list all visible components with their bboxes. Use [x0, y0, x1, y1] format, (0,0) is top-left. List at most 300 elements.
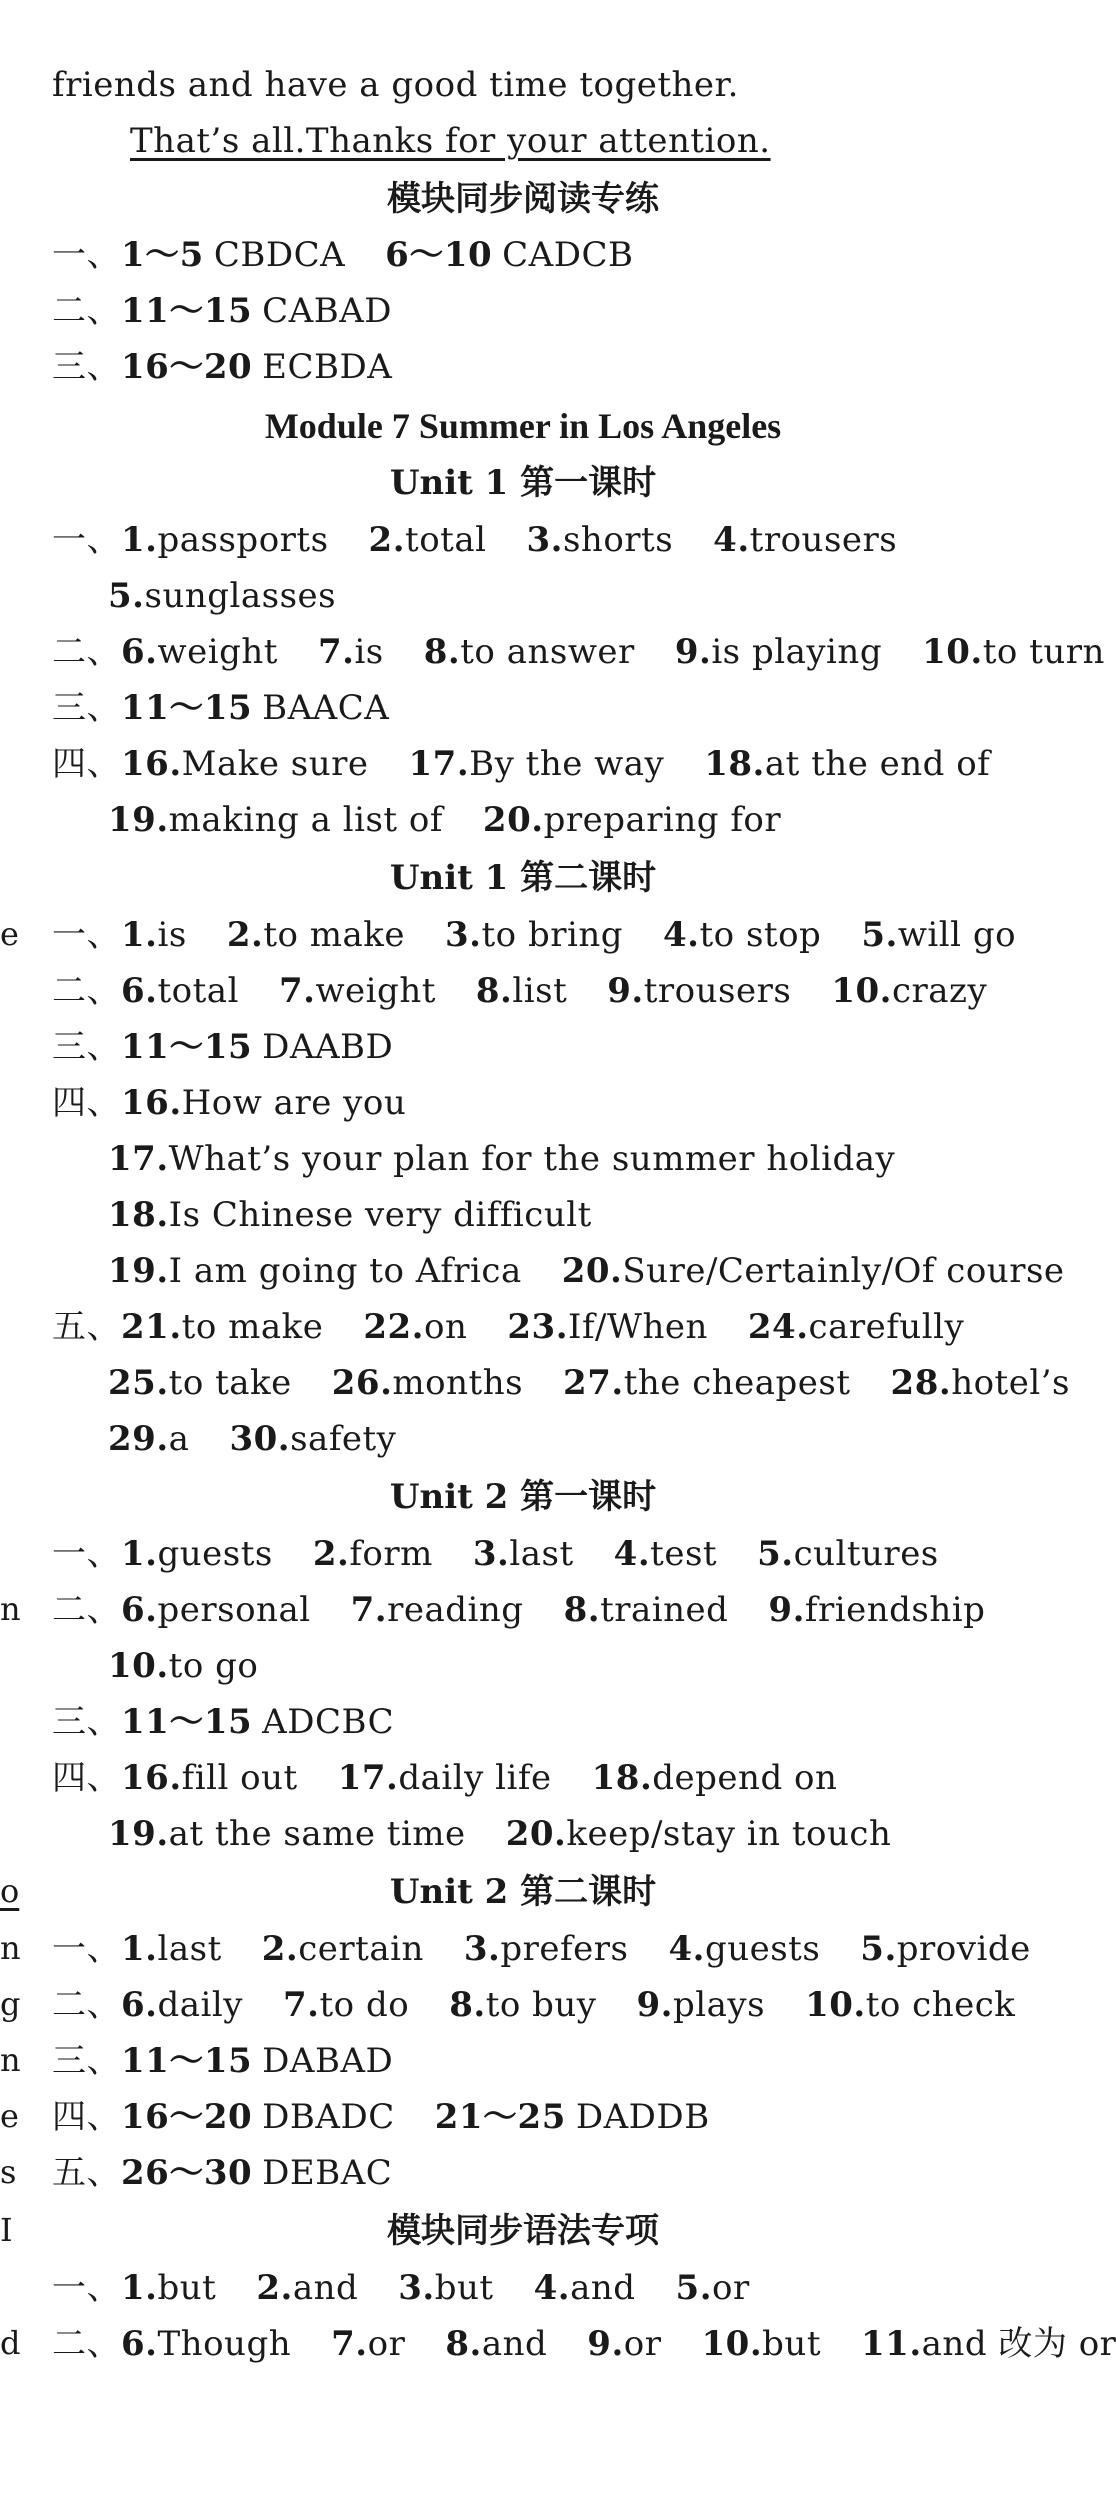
- question-number: 11～15: [121, 688, 253, 728]
- question-number: 10.: [831, 971, 892, 1011]
- answer-row: [52, 2268, 750, 2308]
- question-number: 26～30: [121, 2153, 253, 2193]
- answer-text: CABAD: [262, 291, 393, 331]
- question-number: 5.: [860, 1929, 897, 1969]
- margin-text-fragment: e: [0, 2097, 19, 2135]
- answer-item: [831, 971, 988, 1011]
- answer-text: Make sure: [181, 744, 369, 784]
- answer-item: [563, 1590, 729, 1630]
- question-number: 22.: [363, 1307, 424, 1347]
- answer-item: [890, 1363, 1070, 1403]
- question-number: 9.: [607, 971, 644, 1011]
- answer-item: [331, 1363, 524, 1403]
- answer-text: prefers: [500, 1929, 629, 1969]
- answer-item: [768, 1590, 986, 1630]
- answer-item: [121, 1027, 394, 1067]
- answer-item: [704, 744, 991, 784]
- question-group-label: 二、: [52, 2324, 121, 2364]
- answer-item: [663, 915, 822, 955]
- question-number: 23.: [507, 1307, 569, 1347]
- answer-text: DABAD: [262, 2041, 394, 2081]
- answer-row: [52, 1590, 986, 1630]
- answer-item: [121, 1307, 324, 1347]
- question-group-label: 二、: [52, 1985, 121, 2025]
- question-number: 11～15: [121, 291, 253, 331]
- question-number: 17.: [408, 744, 470, 784]
- answer-item: [747, 1307, 965, 1347]
- answer-item: [121, 1702, 395, 1742]
- question-number: 8.: [423, 632, 461, 672]
- question-number: 6～10: [385, 235, 493, 275]
- answer-item: [278, 971, 436, 1011]
- answer-text: and 改为 or: [921, 2324, 1116, 2364]
- answer-row: [108, 1814, 892, 1854]
- answer-item: [317, 632, 384, 672]
- answer-text: a: [168, 1419, 190, 1459]
- question-number: 1.: [121, 1929, 158, 1969]
- question-number: 2.: [312, 1534, 350, 1574]
- answer-text: ECBDA: [262, 347, 393, 387]
- answer-row: [108, 1363, 1070, 1403]
- answer-item: [674, 632, 883, 672]
- question-number: 4.: [663, 915, 700, 955]
- answer-text: passports: [157, 520, 329, 560]
- question-number: 3.: [463, 1929, 501, 1969]
- answer-text: total: [157, 971, 239, 1011]
- answer-text: but: [434, 2268, 494, 2308]
- answer-text: hotel’s: [951, 1363, 1070, 1403]
- question-number: 8.: [445, 2324, 482, 2364]
- answer-text: What’s your plan for the summer holiday: [168, 1139, 896, 1179]
- question-number: 1.: [121, 915, 158, 955]
- question-number: 30.: [229, 1419, 291, 1459]
- question-number: 29.: [108, 1419, 169, 1459]
- question-number: 11～15: [121, 1027, 253, 1067]
- answer-item: [507, 1307, 708, 1347]
- question-number: 10.: [108, 1646, 169, 1686]
- question-number: 7.: [317, 632, 355, 672]
- answer-text: to do: [319, 1985, 410, 2025]
- answer-item: [108, 1139, 896, 1179]
- answer-item: [463, 1929, 629, 1969]
- margin-text-fragment: g: [0, 1985, 21, 2023]
- answer-item: [398, 2268, 494, 2308]
- question-number: 18.: [591, 1758, 653, 1798]
- question-group-label: 三、: [52, 1702, 121, 1742]
- answer-text: BAACA: [262, 688, 390, 728]
- section-heading: Unit 1 第二课时: [389, 858, 657, 898]
- answer-text: list: [512, 971, 568, 1011]
- answer-row: [52, 1307, 965, 1347]
- answer-row: [108, 1139, 896, 1179]
- question-number: 8.: [475, 971, 513, 1011]
- answer-text: total: [405, 520, 487, 560]
- answer-row: [108, 576, 337, 616]
- question-number: 4.: [533, 2268, 571, 2308]
- answer-item: [713, 520, 898, 560]
- answer-item: [121, 291, 393, 331]
- answer-text: months: [392, 1363, 524, 1403]
- answer-text: at the same time: [168, 1814, 466, 1854]
- question-number: 10.: [922, 632, 983, 672]
- margin-text-fragment: n: [0, 1929, 21, 1967]
- answer-row: [52, 1929, 1031, 1969]
- answer-item: [591, 1758, 838, 1798]
- answer-row: [52, 915, 1017, 955]
- answer-text: carefully: [808, 1307, 965, 1347]
- answer-text: CADCB: [502, 235, 634, 275]
- question-number: 19.: [108, 800, 169, 840]
- answer-item: [445, 915, 624, 955]
- answer-text: ADCBC: [262, 1702, 395, 1742]
- section-heading: 模块同步语法专项: [387, 2211, 659, 2251]
- answer-text: How are you: [181, 1083, 407, 1123]
- answer-item: [121, 1758, 298, 1798]
- answer-text: Is Chinese very difficult: [168, 1195, 592, 1235]
- answer-item: [613, 1534, 718, 1574]
- answer-row: [52, 1702, 395, 1742]
- answer-text: last: [157, 1929, 222, 1969]
- question-group-label: 四、: [52, 2097, 121, 2137]
- question-group-label: 四、: [52, 744, 121, 784]
- answer-text: test: [650, 1534, 718, 1574]
- question-number: 19.: [108, 1814, 169, 1854]
- answer-item: [449, 1985, 597, 2025]
- question-number: 2.: [256, 2268, 293, 2308]
- answer-text: DBADC: [262, 2097, 395, 2137]
- section-heading: Unit 2 第一课时: [389, 1477, 657, 1517]
- answer-row: [52, 520, 898, 560]
- question-number: 21～25: [434, 2097, 566, 2137]
- answer-item: [108, 1251, 522, 1291]
- answer-item: [363, 1307, 468, 1347]
- answer-item: [121, 2041, 394, 2081]
- question-number: 1.: [121, 520, 158, 560]
- answer-item: [121, 235, 346, 275]
- answer-item: [368, 520, 487, 560]
- answer-row: [52, 1083, 407, 1123]
- question-number: 1.: [121, 2268, 158, 2308]
- question-number: 2.: [226, 915, 264, 955]
- answer-item: [312, 1534, 433, 1574]
- answer-row: [52, 291, 393, 331]
- answer-text: is: [354, 632, 384, 672]
- answer-text: I am going to Africa: [168, 1251, 522, 1291]
- answer-item: [108, 1814, 466, 1854]
- answer-text: trousers: [749, 520, 898, 560]
- answer-row: [52, 1985, 1016, 2025]
- answer-text: form: [349, 1534, 433, 1574]
- answer-item: [121, 915, 187, 955]
- section-heading: 模块同步阅读专练: [387, 179, 659, 219]
- answer-item: [434, 2097, 710, 2137]
- answer-item: [108, 576, 337, 616]
- answer-text: provide: [896, 1929, 1031, 1969]
- question-group-label: 一、: [52, 235, 121, 275]
- answer-row: [108, 1646, 259, 1686]
- answer-row: [108, 1251, 1065, 1291]
- question-number: 24.: [747, 1307, 809, 1347]
- question-number: 7.: [283, 1985, 320, 2025]
- question-number: 6.: [121, 632, 158, 672]
- answer-row: [52, 971, 988, 1011]
- answer-item: [226, 915, 406, 955]
- question-group-label: 一、: [52, 2268, 121, 2308]
- answer-text: but: [762, 2324, 821, 2364]
- question-number: 1.: [121, 1534, 158, 1574]
- answer-item: [121, 2268, 217, 2308]
- question-group-label: 三、: [52, 347, 121, 387]
- answer-item: [675, 2268, 750, 2308]
- answer-text: at the end of: [764, 744, 991, 784]
- answer-row: [52, 2041, 394, 2081]
- question-number: 3.: [398, 2268, 435, 2308]
- answer-text: making a list of: [168, 800, 443, 840]
- question-number: 28.: [890, 1363, 952, 1403]
- answer-item: [860, 1929, 1031, 1969]
- answer-text: and: [481, 2324, 548, 2364]
- answer-item: [445, 2324, 548, 2364]
- question-number: 5.: [757, 1534, 794, 1574]
- answer-text: Sure/Certainly/Of course: [622, 1251, 1065, 1291]
- answer-item: [861, 915, 1017, 955]
- question-number: 11～15: [121, 2041, 253, 2081]
- question-number: 20.: [505, 1814, 567, 1854]
- answer-text: to make: [181, 1307, 324, 1347]
- answer-item: [108, 1195, 592, 1235]
- question-number: 5.: [675, 2268, 713, 2308]
- question-group-label: 一、: [52, 1929, 121, 1969]
- answer-item: [121, 971, 239, 1011]
- answer-text: Though: [157, 2324, 292, 2364]
- answer-text: daily: [157, 1985, 243, 2025]
- question-number: 16.: [121, 1083, 182, 1123]
- question-number: 2.: [368, 520, 406, 560]
- answer-item: [526, 520, 674, 560]
- answer-row: [52, 632, 1105, 672]
- answer-item: [701, 2324, 821, 2364]
- question-number: 5.: [108, 576, 145, 616]
- answer-item: [108, 1363, 292, 1403]
- answer-text: DAABD: [262, 1027, 394, 1067]
- question-number: 11～15: [121, 1702, 253, 1742]
- answer-item: [668, 1929, 821, 1969]
- answer-text: If/When: [568, 1307, 708, 1347]
- answer-text: is playing: [711, 632, 883, 672]
- question-group-label: 三、: [52, 2041, 121, 2081]
- answer-text: and: [292, 2268, 359, 2308]
- answer-item: [350, 1590, 524, 1630]
- question-number: 18.: [704, 744, 765, 784]
- answer-text: to answer: [460, 632, 635, 672]
- section-heading: Module 7 Summer in Los Angeles: [264, 406, 782, 446]
- question-group-label: 五、: [52, 1307, 121, 1347]
- answer-text: last: [509, 1534, 574, 1574]
- question-number: 5.: [861, 915, 898, 955]
- answer-row: [52, 347, 393, 387]
- question-number: 7.: [350, 1590, 388, 1630]
- question-group-label: 三、: [52, 1027, 121, 1067]
- answer-text: to take: [168, 1363, 292, 1403]
- answer-text: cultures: [793, 1534, 939, 1574]
- answer-text: friendship: [804, 1590, 986, 1630]
- margin-text-fragment: s: [0, 2153, 17, 2191]
- question-number: 19.: [108, 1251, 169, 1291]
- question-number: 1～5: [121, 235, 204, 275]
- answer-text: DADDB: [575, 2097, 710, 2137]
- answer-text: preparing for: [543, 800, 782, 840]
- answer-item: [861, 2324, 1116, 2364]
- answer-item: [229, 1419, 397, 1459]
- question-number: 20.: [561, 1251, 623, 1291]
- question-number: 3.: [526, 520, 563, 560]
- answer-row: [108, 800, 782, 840]
- answer-item: [121, 2097, 395, 2137]
- answer-item: [475, 971, 568, 1011]
- question-number: 4.: [713, 520, 750, 560]
- answer-item: [533, 2268, 636, 2308]
- answer-row: [52, 1534, 939, 1574]
- question-number: 16.: [121, 744, 182, 784]
- answer-text: fill out: [181, 1758, 298, 1798]
- answer-text: guests: [704, 1929, 821, 1969]
- answer-text: sunglasses: [144, 576, 337, 616]
- answer-item: [121, 2153, 393, 2193]
- question-group-label: 五、: [52, 2153, 121, 2193]
- answer-text: on: [424, 1307, 468, 1347]
- answer-item: [331, 2324, 406, 2364]
- answer-row: [52, 2097, 710, 2137]
- answer-text: depend on: [652, 1758, 838, 1798]
- question-group-label: 一、: [52, 915, 121, 955]
- answer-item: [121, 1083, 407, 1123]
- answer-text: reading: [387, 1590, 524, 1630]
- answer-item: [423, 632, 635, 672]
- answer-row: [52, 2324, 1116, 2364]
- answer-text: shorts: [562, 520, 674, 560]
- answer-item: [121, 688, 390, 728]
- answer-text: or: [367, 2324, 406, 2364]
- margin-text-fragment: d: [0, 2324, 21, 2362]
- question-number: 18.: [108, 1195, 169, 1235]
- margin-text-fragment: n: [0, 2041, 21, 2079]
- answer-text: to check: [865, 1985, 1016, 2025]
- question-number: 9.: [674, 632, 712, 672]
- answer-row: [108, 1419, 397, 1459]
- answer-row: [52, 2153, 393, 2193]
- question-number: 26.: [331, 1363, 393, 1403]
- answer-item: [108, 800, 443, 840]
- answer-text: or: [623, 2324, 662, 2364]
- answer-item: [607, 971, 792, 1011]
- question-number: 6.: [121, 1590, 158, 1630]
- answer-text: to make: [263, 915, 406, 955]
- answer-item: [636, 1985, 766, 2025]
- question-group-label: 二、: [52, 291, 121, 331]
- answer-text: to stop: [699, 915, 822, 955]
- question-number: 9.: [768, 1590, 805, 1630]
- question-number: 6.: [121, 971, 158, 1011]
- text-line: friends and have a good time together.: [52, 65, 739, 105]
- answer-item: [121, 1534, 273, 1574]
- question-number: 25.: [108, 1363, 169, 1403]
- answer-item: [121, 744, 369, 784]
- question-number: 17.: [108, 1139, 169, 1179]
- question-number: 3.: [472, 1534, 510, 1574]
- answer-text: to turn: [982, 632, 1105, 672]
- answer-text: but: [157, 2268, 217, 2308]
- answer-item: [283, 1985, 410, 2025]
- answer-item: [108, 1646, 259, 1686]
- answer-text: to bring: [481, 915, 624, 955]
- question-number: 10.: [805, 1985, 866, 2025]
- text-line: That’s all.Thanks for your attention.: [130, 121, 771, 161]
- answer-item: [385, 235, 634, 275]
- answer-text: plays: [673, 1985, 766, 2025]
- answer-item: [408, 744, 665, 784]
- question-group-label: 二、: [52, 632, 121, 672]
- answer-text: weight: [157, 632, 278, 672]
- question-number: 20.: [482, 800, 544, 840]
- answer-item: [256, 2268, 359, 2308]
- question-number: 9.: [587, 2324, 624, 2364]
- answer-text: or: [712, 2268, 750, 2308]
- section-heading: Unit 2 第二课时: [389, 1872, 657, 1912]
- answer-item: [561, 1251, 1065, 1291]
- answer-item: [121, 1929, 222, 1969]
- answer-text: keep/stay in touch: [566, 1814, 892, 1854]
- answer-text: and: [570, 2268, 636, 2308]
- question-number: 6.: [121, 1985, 158, 2025]
- answer-item: [261, 1929, 424, 1969]
- answer-text: weight: [315, 971, 436, 1011]
- answer-item: [482, 800, 782, 840]
- answer-item: [121, 632, 278, 672]
- answer-item: [121, 1985, 243, 2025]
- answer-row: [52, 688, 390, 728]
- answer-item: [472, 1534, 574, 1574]
- question-number: 7.: [331, 2324, 368, 2364]
- answer-row: [108, 1195, 592, 1235]
- answer-row: [52, 744, 991, 784]
- question-number: 16～20: [121, 347, 253, 387]
- answer-item: [121, 1590, 311, 1630]
- answer-item: [505, 1814, 892, 1854]
- question-group-label: 一、: [52, 520, 121, 560]
- answer-text: guests: [157, 1534, 273, 1574]
- answer-text: is: [157, 915, 187, 955]
- question-group-label: 二、: [52, 1590, 121, 1630]
- answer-text: to go: [168, 1646, 259, 1686]
- margin-text-fragment: n: [0, 1590, 21, 1628]
- answer-item: [121, 520, 329, 560]
- answer-text: to buy: [485, 1985, 597, 2025]
- question-number: 4.: [613, 1534, 651, 1574]
- question-number: 21.: [121, 1307, 182, 1347]
- answer-text: safety: [290, 1419, 397, 1459]
- question-number: 4.: [668, 1929, 705, 1969]
- answer-text: will go: [897, 915, 1017, 955]
- question-group-label: 三、: [52, 688, 121, 728]
- section-heading: Unit 1 第一课时: [389, 463, 657, 503]
- question-group-label: 二、: [52, 971, 121, 1011]
- answer-item: [108, 1419, 190, 1459]
- question-number: 16～20: [121, 2097, 253, 2137]
- answer-text: certain: [298, 1929, 424, 1969]
- question-number: 16.: [121, 1758, 182, 1798]
- answer-item: [121, 347, 393, 387]
- question-number: 2.: [261, 1929, 299, 1969]
